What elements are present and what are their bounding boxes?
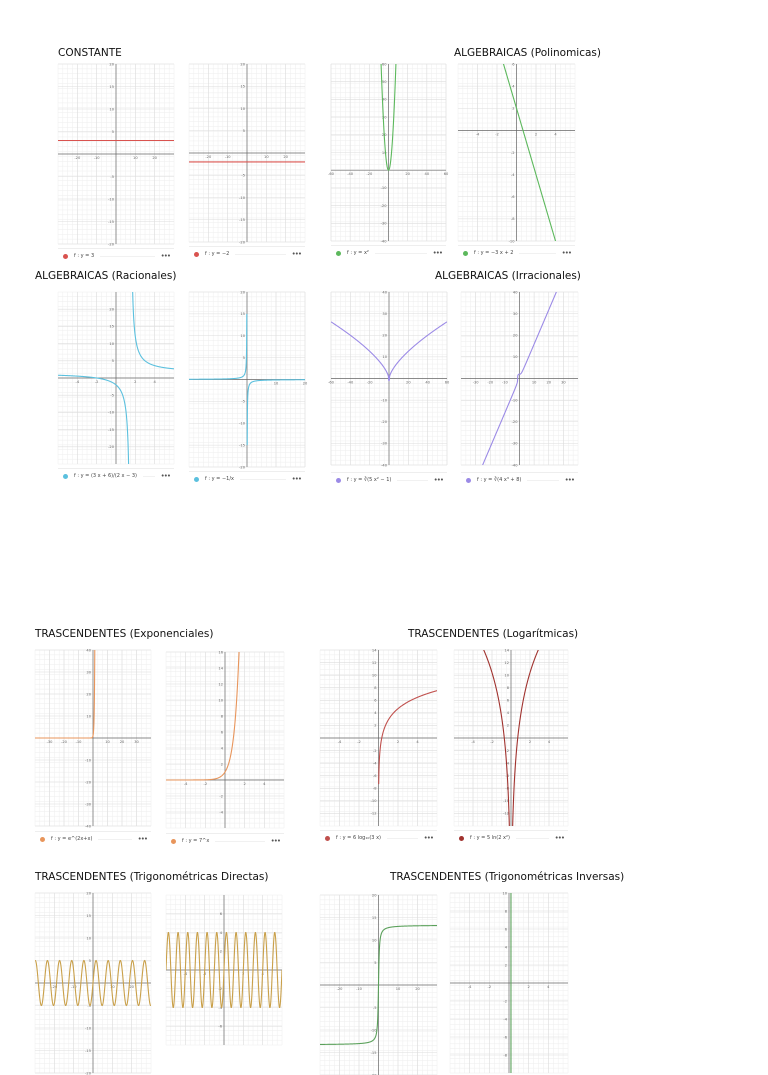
y-tick-label: -10: [370, 799, 377, 804]
graph-plot: [454, 650, 568, 826]
graph-plot: [58, 292, 174, 464]
graph-plot: [328, 290, 450, 468]
y-tick-label: 10: [218, 698, 223, 703]
y-tick-label: -6: [503, 1035, 507, 1040]
y-tick-label: 6: [506, 698, 509, 703]
y-tick-label: 2: [506, 723, 509, 728]
x-tick-label: -4: [183, 782, 188, 786]
x-tick-label: 20: [152, 156, 157, 160]
y-tick-label: 20: [381, 133, 387, 138]
graph-plot: [189, 62, 305, 245]
section-title-constante: CONSTANTE: [58, 47, 122, 59]
graph-panel-logarithm-1: [320, 650, 437, 850]
y-tick-label: 20: [512, 333, 518, 338]
function-label: f : y = ∛(4 x³ + 8): [477, 477, 522, 483]
y-tick-label: 30: [381, 115, 387, 120]
y-tick-label: -6: [510, 195, 515, 200]
y-tick-label: -20: [108, 242, 114, 247]
y-tick-label: -20: [239, 240, 245, 245]
y-tick-label: -20: [239, 465, 245, 470]
y-tick-label: -10: [511, 398, 518, 403]
y-tick-label: -10: [108, 410, 114, 415]
x-tick-label: 4: [547, 985, 550, 989]
more-options-icon[interactable]: •••: [423, 834, 433, 842]
y-tick-label: 12: [504, 660, 509, 665]
y-tick-label: -40: [380, 239, 387, 244]
y-tick-label: 4: [504, 945, 507, 950]
x-tick-label: 4: [416, 740, 419, 744]
y-tick-label: 5: [374, 960, 377, 965]
y-tick-label: -30: [511, 441, 518, 446]
y-tick-label: -4: [219, 810, 223, 815]
x-tick-label: 4: [554, 132, 557, 137]
y-tick-label: 10: [381, 150, 387, 155]
y-tick-label: 10: [371, 673, 377, 678]
x-tick-label: -20: [336, 987, 343, 991]
legend-row: [320, 830, 437, 845]
y-tick-label: 14: [371, 648, 377, 653]
y-tick-label: 10: [512, 355, 518, 360]
function-label: f : y = 7^x: [182, 838, 210, 844]
x-tick-label: 10: [395, 987, 401, 991]
y-tick-label: -8: [505, 786, 509, 791]
function-label: f : y = −2: [205, 251, 230, 257]
y-tick-label: -15: [85, 1048, 91, 1053]
y-tick-label: -2: [219, 794, 223, 799]
y-tick-label: -2: [372, 748, 377, 753]
function-label: f : y = −3 x + 2: [474, 250, 514, 256]
y-tick-label: -15: [239, 443, 245, 448]
y-tick-label: 6: [504, 927, 507, 932]
x-tick-label: -10: [93, 156, 100, 160]
x-tick-label: -30: [46, 740, 53, 744]
y-tick-label: 40: [382, 290, 387, 295]
y-tick-label: 10: [502, 891, 507, 896]
x-tick-label: -60: [328, 172, 334, 177]
y-tick-label: -8: [372, 786, 377, 791]
function-label: f : y = ∛(5 x² − 1): [347, 477, 392, 483]
graph-plot: [35, 893, 151, 1073]
series-dot-icon: [325, 836, 330, 841]
x-tick-label: 40: [424, 172, 430, 177]
graph-panel-rational-2: [189, 290, 308, 492]
y-tick-label: 15: [240, 312, 245, 317]
graph-panel-trig-inverse-1: [320, 893, 437, 1055]
y-tick-label: -15: [239, 218, 245, 223]
y-tick-label: 40: [512, 290, 518, 295]
y-tick-label: -15: [108, 427, 114, 432]
y-tick-label: -20: [85, 780, 91, 785]
series-dot-icon: [40, 837, 45, 842]
x-tick-label: 60: [444, 380, 450, 385]
y-tick-label: 10: [109, 107, 114, 112]
y-tick-label: -5: [110, 393, 114, 398]
y-tick-label: -6: [505, 774, 509, 779]
x-tick-label: 40: [425, 380, 430, 385]
y-tick-label: 14: [218, 666, 223, 671]
y-tick-label: -10: [239, 421, 245, 426]
series-dot-icon: [194, 252, 199, 257]
x-tick-label: 20: [405, 172, 410, 177]
y-tick-label: 4: [374, 711, 377, 716]
section-title-trig-directas: TRASCENDENTES (Trigonométricas Directas): [35, 871, 269, 883]
x-tick-label: -4: [467, 985, 472, 989]
y-tick-label: -20: [381, 420, 387, 425]
y-tick-label: 16: [218, 650, 223, 655]
x-tick-label: -20: [366, 172, 373, 177]
y-tick-label: 4: [506, 711, 509, 716]
y-tick-label: 5: [88, 958, 91, 963]
x-tick-label: -2: [487, 985, 492, 989]
section-title-polinomicas: ALGEBRAICAS (Polinomicas): [454, 47, 601, 59]
x-tick-label: -10: [224, 155, 231, 159]
x-tick-label: -20: [487, 380, 494, 385]
x-tick-label: 20: [406, 380, 411, 385]
y-tick-label: 20: [86, 891, 91, 896]
y-tick-label: 10: [504, 673, 509, 678]
y-tick-label: 8: [220, 714, 223, 719]
y-tick-label: -30: [381, 441, 387, 446]
y-tick-label: 4: [219, 930, 222, 935]
x-tick-label: -2: [202, 972, 207, 976]
y-tick-label: -4: [505, 761, 509, 766]
y-tick-label: 8: [504, 909, 507, 914]
more-options-icon[interactable]: •••: [160, 472, 170, 480]
x-tick-label: 20: [129, 985, 134, 989]
y-tick-label: -2: [503, 999, 507, 1004]
graph-plot: [320, 895, 437, 1075]
function-label: f : y = −1/x: [205, 476, 234, 482]
series-dot-icon: [171, 839, 176, 844]
y-tick-label: 14: [504, 648, 509, 653]
legend-row: [58, 248, 174, 263]
more-options-icon[interactable]: •••: [160, 252, 170, 260]
y-tick-label: -15: [108, 219, 114, 224]
graph-panel-exponential-2: [166, 652, 284, 852]
y-tick-label: 2: [220, 762, 223, 767]
y-tick-label: 10: [240, 106, 245, 111]
y-tick-label: 20: [240, 62, 245, 67]
x-tick-label: 20: [283, 155, 288, 159]
y-tick-label: -10: [503, 799, 509, 804]
more-options-icon[interactable]: •••: [137, 835, 147, 843]
y-tick-label: -10: [381, 398, 387, 403]
y-tick-label: -40: [381, 463, 387, 468]
y-tick-label: 15: [109, 84, 114, 89]
y-tick-label: -5: [110, 174, 114, 179]
y-tick-label: 12: [371, 660, 377, 665]
y-tick-label: 10: [240, 334, 245, 339]
y-tick-label: 50: [381, 80, 387, 84]
legend-row: [454, 830, 568, 845]
x-tick-label: 10: [531, 380, 537, 385]
y-tick-label: 40: [381, 97, 387, 102]
x-tick-label: 2: [134, 380, 137, 384]
y-tick-label: 6: [220, 730, 223, 735]
function-label: f : y = (3 x + 6)/(2 x − 3): [74, 473, 137, 479]
graph-panel-constant-3: [58, 64, 174, 264]
x-tick-label: -2: [203, 782, 208, 786]
legend-row: [189, 246, 305, 261]
x-tick-label: -10: [75, 740, 82, 744]
x-tick-label: 4: [153, 380, 156, 384]
y-tick-label: 15: [86, 913, 91, 918]
function-label: f : y = 3: [74, 253, 95, 259]
y-tick-label: 2: [374, 723, 377, 728]
y-tick-label: -10: [370, 1028, 377, 1033]
y-tick-label: 10: [371, 938, 377, 943]
y-tick-label: 5: [111, 129, 114, 134]
legend-row: [35, 831, 151, 846]
y-tick-label: 6: [219, 912, 222, 917]
graph-panel-exponential-1: [35, 650, 151, 850]
y-tick-label: 30: [512, 311, 518, 316]
legend-row: [166, 833, 284, 848]
x-tick-label: -20: [61, 740, 67, 744]
series-dot-icon: [63, 474, 68, 479]
y-tick-label: 15: [109, 324, 114, 329]
x-tick-label: 20: [546, 380, 552, 385]
x-tick-label: 2: [242, 972, 245, 976]
x-tick-label: -40: [347, 172, 354, 177]
x-tick-label: 20: [119, 740, 125, 744]
y-tick-label: -20: [108, 445, 114, 450]
x-tick-label: -20: [205, 155, 212, 159]
y-tick-label: 12: [218, 682, 223, 687]
y-tick-label: 8: [374, 686, 377, 691]
x-tick-label: 20: [302, 381, 308, 386]
y-tick-label: -8: [503, 1053, 507, 1058]
x-tick-label: -2: [94, 380, 99, 384]
graph-plot: [320, 650, 437, 826]
y-tick-label: 20: [109, 307, 114, 312]
y-tick-label: -30: [85, 802, 91, 807]
series-dot-icon: [466, 478, 471, 483]
y-tick-label: -4: [503, 1017, 507, 1022]
graph-panel-rational-1: [58, 292, 174, 492]
y-tick-label: 10: [86, 714, 91, 719]
graph-plot: [166, 652, 284, 828]
legend-row: [461, 472, 578, 487]
y-tick-label: 8: [506, 686, 509, 691]
graph-plot: [58, 62, 174, 247]
x-tick-label: 4: [547, 740, 551, 744]
y-tick-label: -10: [108, 197, 114, 202]
section-title-logaritmicas: TRASCENDENTES (Logarítmicas): [408, 628, 579, 640]
x-tick-label: -60: [328, 380, 334, 385]
function-label: f : y = 6 log₁₀(3 x): [336, 835, 381, 841]
y-tick-label: 4: [220, 746, 223, 751]
x-tick-label: 2: [534, 132, 538, 137]
y-tick-label: -5: [87, 1003, 91, 1008]
legend-row: [458, 245, 575, 260]
graph-plot: [166, 895, 282, 1045]
graph-plot: [450, 893, 568, 1073]
series-dot-icon: [463, 251, 468, 256]
x-tick-label: 20: [415, 987, 420, 991]
y-tick-label: 2: [219, 949, 222, 954]
x-tick-label: 2: [527, 985, 530, 989]
y-tick-label: -4: [510, 172, 515, 177]
x-tick-label: 2: [243, 782, 246, 786]
y-tick-label: -15: [370, 1050, 377, 1055]
graph-plot: [328, 62, 449, 244]
y-tick-label: 10: [109, 341, 114, 346]
y-tick-label: 6: [374, 698, 377, 703]
graph-panel-linear: [458, 64, 575, 264]
y-tick-label: -20: [380, 203, 387, 208]
x-tick-label: -4: [475, 132, 480, 137]
legend-row: [58, 468, 174, 483]
graph-panel-trig-direct-1: [35, 891, 151, 1075]
graph-panel-logarithm-2: [454, 650, 568, 850]
y-tick-label: 2: [512, 106, 515, 111]
y-tick-label: -6: [372, 774, 377, 779]
y-tick-label: 15: [240, 84, 245, 89]
y-tick-label: 20: [109, 62, 114, 67]
more-options-icon[interactable]: •••: [433, 476, 443, 484]
x-tick-label: -20: [366, 380, 373, 385]
graph-plot: [189, 290, 308, 470]
x-tick-label: 10: [264, 155, 269, 159]
x-tick-label: -10: [501, 380, 508, 385]
graph-panel-parabola: [328, 62, 449, 264]
section-title-racionales: ALGEBRAICAS (Racionales): [35, 270, 177, 282]
x-tick-label: -30: [472, 380, 479, 385]
y-tick-label: 5: [242, 355, 245, 360]
x-tick-label: -10: [70, 985, 77, 989]
y-tick-label: -10: [380, 186, 387, 191]
x-tick-label: 2: [528, 740, 532, 744]
legend-row: [331, 472, 447, 487]
y-tick-label: -5: [241, 399, 245, 404]
x-tick-label: 4: [263, 782, 266, 786]
y-tick-label: 20: [86, 692, 91, 697]
y-tick-label: 5: [111, 359, 114, 364]
graph-panel-irrational-1: [328, 290, 450, 492]
y-tick-label: -2: [218, 987, 222, 992]
x-tick-label: -10: [356, 987, 362, 991]
y-tick-label: -30: [380, 221, 387, 226]
y-tick-label: -2: [505, 748, 509, 753]
series-dot-icon: [459, 836, 464, 841]
x-tick-label: 4: [261, 972, 264, 976]
x-tick-label: -2: [495, 132, 499, 137]
x-tick-label: -4: [183, 972, 188, 976]
y-tick-label: 20: [382, 333, 387, 338]
graph-plot: [458, 62, 575, 244]
function-label: f : y = e^(2x+x): [51, 836, 93, 842]
y-tick-label: 10: [86, 936, 91, 941]
more-options-icon[interactable]: •••: [432, 249, 442, 257]
y-tick-label: 5: [242, 129, 245, 134]
x-tick-label: -2: [357, 740, 361, 744]
x-tick-label: -20: [74, 156, 81, 160]
y-tick-label: 15: [371, 915, 377, 920]
x-tick-label: 30: [561, 380, 566, 385]
y-tick-label: -10: [85, 758, 91, 763]
y-tick-label: 30: [86, 670, 91, 675]
legend-row: [331, 245, 446, 260]
graph-panel-trig-direct-2: [166, 895, 282, 1029]
y-tick-label: 20: [240, 290, 245, 295]
section-title-trig-inversas: TRASCENDENTES (Trigonométricas Inversas): [390, 871, 625, 883]
x-tick-label: -20: [51, 985, 58, 989]
y-tick-label: 10: [382, 355, 387, 360]
x-tick-label: 10: [133, 156, 138, 160]
y-tick-label: 6: [512, 62, 515, 67]
y-tick-label: -12: [370, 811, 377, 816]
x-tick-label: 30: [134, 740, 139, 744]
graph-plot: [461, 290, 578, 468]
series-dot-icon: [194, 477, 199, 482]
more-options-icon[interactable]: •••: [564, 476, 574, 484]
y-tick-label: 60: [381, 62, 387, 67]
y-tick-label: 40: [86, 648, 91, 653]
x-tick-label: -40: [347, 380, 354, 385]
graph-panel-trig-inverse-2: [450, 891, 568, 1058]
y-tick-label: -5: [372, 1005, 377, 1010]
y-tick-label: -20: [85, 1071, 91, 1075]
y-tick-label: 20: [371, 893, 377, 898]
x-tick-label: 10: [105, 740, 110, 744]
x-tick-label: 60: [443, 172, 449, 177]
y-tick-label: -2: [510, 150, 515, 155]
series-dot-icon: [336, 251, 341, 256]
x-tick-label: -4: [337, 740, 342, 744]
y-tick-label: -12: [503, 811, 509, 816]
y-tick-label: -4: [372, 761, 377, 766]
x-tick-label: -2: [490, 740, 494, 744]
section-title-exponenciales: TRASCENDENTES (Exponenciales): [35, 628, 214, 640]
x-tick-label: 10: [110, 985, 115, 989]
y-tick-label: -10: [508, 239, 515, 244]
y-tick-label: 30: [382, 311, 387, 316]
y-tick-label: -10: [85, 1026, 91, 1031]
y-tick-label: -6: [218, 1024, 222, 1029]
y-tick-label: -5: [241, 173, 245, 178]
x-tick-label: -4: [75, 380, 80, 384]
section-title-irracionales: ALGEBRAICAS (Irracionales): [435, 270, 581, 282]
series-dot-icon: [63, 254, 68, 259]
x-tick-label: 10: [273, 381, 279, 386]
graph-plot: [35, 648, 151, 829]
x-tick-label: 2: [396, 740, 400, 744]
graph-panel-irrational-2: [461, 292, 578, 492]
y-tick-label: 2: [504, 963, 507, 968]
x-tick-label: -4: [471, 740, 475, 744]
more-options-icon[interactable]: •••: [554, 834, 564, 842]
graph-panel-constant-minus-2: [189, 64, 305, 264]
y-tick-label: -40: [511, 463, 518, 468]
more-options-icon[interactable]: •••: [270, 837, 280, 845]
y-tick-label: -20: [511, 420, 518, 425]
y-tick-label: -10: [239, 195, 245, 200]
more-options-icon[interactable]: •••: [291, 250, 301, 258]
more-options-icon[interactable]: •••: [561, 249, 571, 257]
y-tick-label: -4: [218, 1005, 222, 1010]
y-tick-label: -40: [85, 824, 91, 829]
function-label: f : y = x²: [347, 250, 369, 256]
more-options-icon[interactable]: •••: [291, 475, 301, 483]
function-label: f : y = 5 ln(2 x²): [470, 835, 510, 841]
legend-row: [189, 471, 305, 486]
series-dot-icon: [336, 478, 341, 483]
y-tick-label: -8: [510, 217, 515, 222]
y-tick-label: 4: [512, 84, 515, 89]
